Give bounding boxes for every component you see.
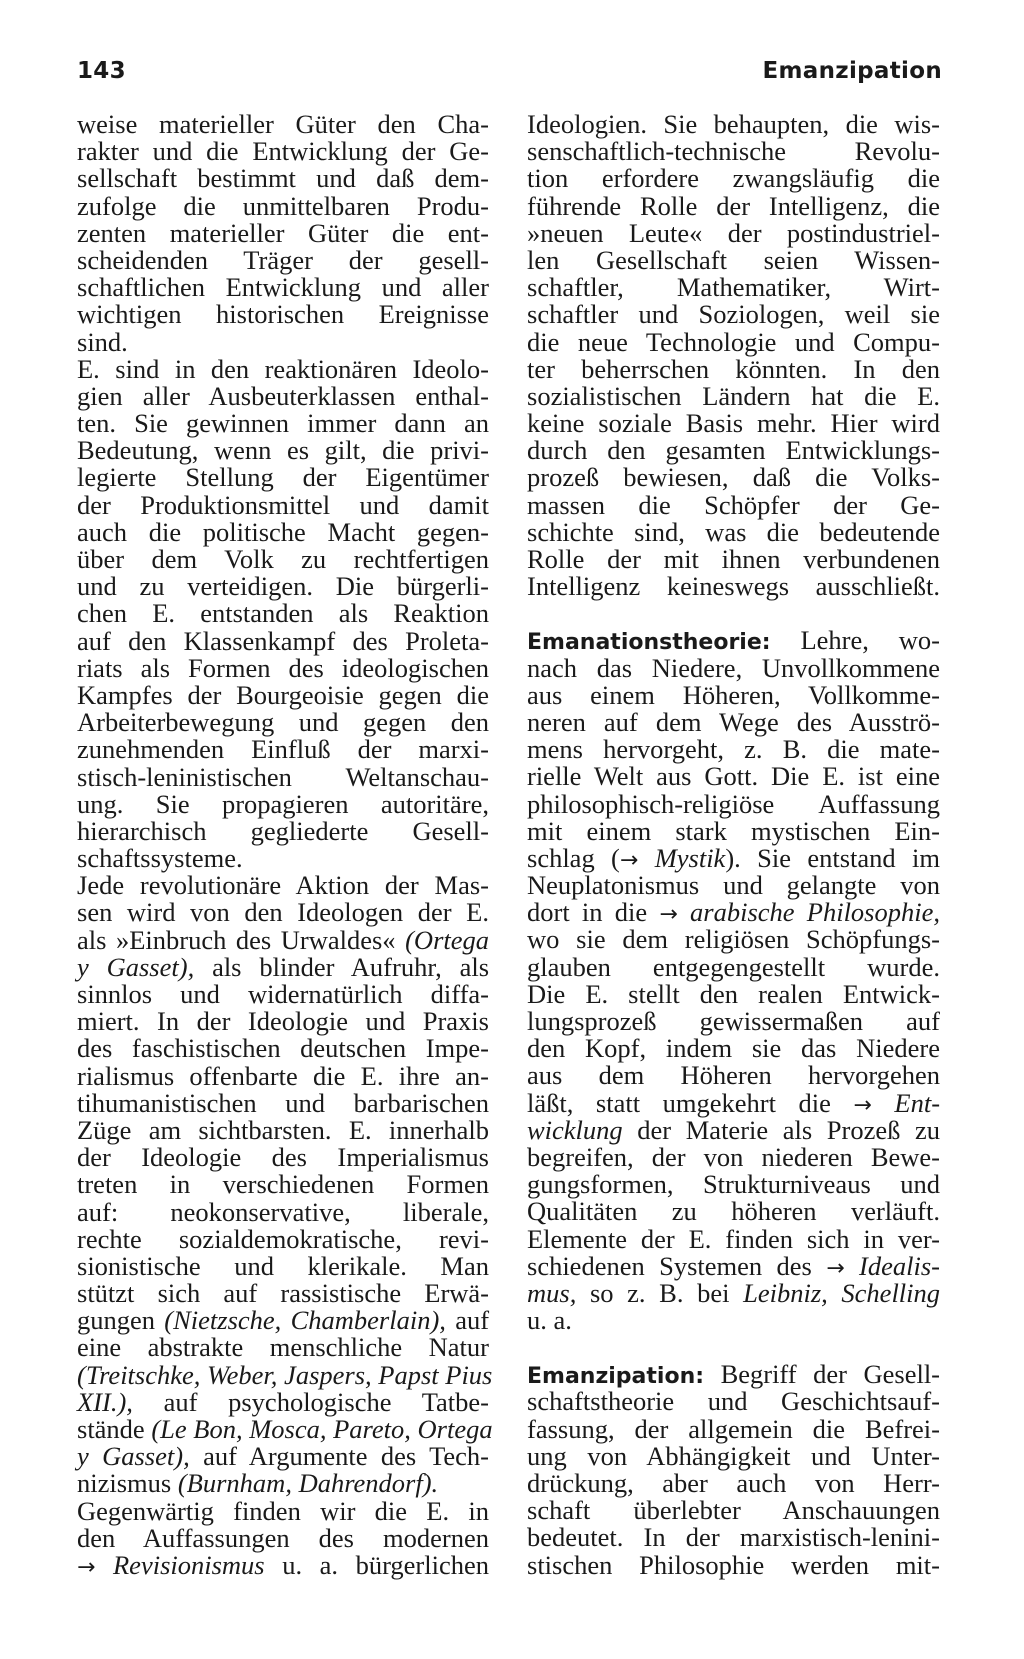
text-line: prozeß bewiesen, daß die Volks- [527,462,940,493]
text-line: stützt sich auf rassistische Erwä- [77,1278,489,1309]
text-line: E. sind in den reaktionären Ideolo- [77,353,489,384]
text-line: len Gesellschaft seien Wissen- [527,244,940,275]
text-line: schaftssysteme. [77,843,243,874]
text-line: bedeutet. In der marxistisch-lenini- [527,1522,940,1553]
text-line: schichte sind, was die bedeutende [527,516,940,547]
cross-reference: arabische Philosophie, [690,897,940,928]
text-line: lungsprozeß gewissermaßen auf [527,1006,940,1036]
text-line: Intelligenz keineswegs ausschließt. [527,571,940,602]
text-line: sen wird von den Ideologen der E. [77,897,489,928]
text-line: wo sie dem religiösen Schöpfungs- [527,924,940,955]
text-line: gungsformen, Strukturniveaus und [527,1169,940,1200]
text-line: legierte Stellung der Eigentümer [77,462,489,493]
text-line [77,1470,489,1497]
text-line: nach das Niedere, Unvollkommene [527,652,940,683]
text-line: rakter und die Entwicklung der Ge- [77,136,489,167]
text-line: schaftler, Mathematiker, Wirt- [527,272,940,303]
arrow-icon: → [853,1092,872,1118]
name-reference: XII.), [77,1386,133,1417]
text-line: riats als Formen des ideologischen [77,652,489,683]
text-line: Ideologien. Sie behaupten, die wis- [527,109,940,139]
text-line: rechte sozialdemokratische, revi- [77,1223,489,1254]
text-line: schaftstheorie und Geschichtsauf- [527,1386,940,1417]
text-line: aus dem Höheren hervorgehen [527,1060,940,1091]
text-line: neren auf dem Wege des Ausströ- [527,706,940,737]
text-line: mit einem stark mystischen Ein- [527,815,940,846]
text-line: führende Rolle der Intelligenz, die [527,190,940,221]
text-line: auch die politische Macht gegen- [77,516,489,547]
text-segment: auf Argumente des Tech- [203,1441,490,1472]
text-line: ung. Sie propagieren autoritäre, [77,788,489,819]
text-line [77,1443,489,1470]
text-line: rialismus offenbarte die E. ihre an- [77,1060,489,1091]
text-line: ter beherrschen könnten. In den [527,353,940,384]
text-line: »neuen Leute« der postindustriel- [527,217,940,248]
text-line: stischen Philosophie werden mit- [527,1549,940,1580]
arrow-icon: → [659,902,678,928]
text-line: zenten materieller Güter die ent- [77,217,489,248]
text-line: den Auffassungen des modernen [77,1522,489,1553]
text-segment: Begriff der Gesell- [720,1359,941,1390]
text-line: hierarchisch gegliederte Gesell- [77,815,489,846]
text-line: tion erfordere zwangsläufig die [527,163,940,194]
text-line: scheidenden Träger der gesell- [77,244,489,275]
text-line [77,1307,489,1334]
text-line: zufolge die unmittelbaren Produ- [77,190,489,221]
text-line: Gegenwärtig finden wir die E. in [77,1495,489,1526]
text-line: treten in verschiedenen Formen [77,1169,489,1200]
name-reference: (Treitschke, Weber, Jaspers, Papst Pius [77,1359,493,1390]
text-line: senschaftlich-technische Revolu- [527,136,940,167]
text-line: keine soziale Basis mehr. Hier wird [527,408,940,439]
text-line [77,951,490,982]
text-line: miert. In der Ideologie und Praxis [77,1006,489,1037]
text-line [527,1277,941,1308]
cross-reference: Idealis- [859,1250,940,1281]
entry-first-line [527,627,940,654]
running-title: Emanzipation [762,58,942,84]
text-line: Die E. stellt den realen Entwick- [527,978,940,1009]
text-line: schaft überlebter Anschauungen [527,1495,940,1526]
text-line: ten. Sie gewinnen immer dann an [77,408,489,439]
text-line: Neuplatonismus und gelangte von [527,870,940,901]
name-reference: (Nietzsche, Chamberlain), [164,1305,446,1336]
entry-separator [527,600,940,627]
text-segment: Lehre, wo- [800,625,940,656]
text-line: drückung, aber auch von Herr- [527,1468,940,1498]
cross-reference: Revisionismus [113,1549,265,1580]
cross-reference: Ent- [894,1087,941,1118]
text-line: Qualitäten zu höheren verläuft. [527,1196,940,1227]
text-line: auf den Klassenkampf des Proleta- [77,625,489,656]
text-line: rielle Welt aus Gott. Die E. ist eine [527,761,940,792]
cross-reference: mus, [527,1277,577,1308]
text-segment: nizismus [77,1468,172,1499]
text-line: die neue Technologie und Compu- [527,326,940,357]
text-segment: der Materie als Prozeß zu [637,1114,940,1145]
name-reference: y Gasset), [77,1441,190,1472]
text-line: auf: neokonservative, liberale, [77,1196,489,1227]
entry-first-line [527,1361,940,1388]
text-line: Elemente der E. finden sich in ver- [527,1223,940,1254]
text-segment: schiedenen Systemen des [527,1250,812,1281]
text-line: des faschistischen deutschen Impe- [77,1033,489,1064]
text-line: gien aller Ausbeuterklassen enthal- [77,380,489,411]
text-line: wichtigen historischen Ereignisse [77,299,489,330]
left-column [77,109,493,1580]
text-line [77,924,490,955]
text-line: chen E. entstanden als Reaktion [77,598,489,629]
text-line: glauben entgegengestellt wurde. [527,951,940,982]
arrow-icon: → [619,847,639,873]
text-segment: auf psychologische Tatbe- [163,1386,490,1417]
text-line: schaftlichen Entwicklung und aller [77,272,489,303]
text-segment: auf [455,1305,490,1336]
cross-reference: wicklung [527,1114,623,1145]
arrow-icon: → [77,1554,96,1580]
text-line: sinnlos und widernatürlich diffa- [77,979,489,1009]
entry-term: Emanationstheorie: [527,630,771,656]
text-line: der Ideologie des Imperialismus [77,1142,489,1173]
text-line: der Produktionsmittel und damit [77,489,489,520]
text-line: sind. [77,326,128,357]
text-line: durch den gesamten Entwicklungs- [527,435,940,466]
text-segment: gungen [77,1305,156,1336]
text-line: den Kopf, indem sie das Niedere [527,1033,940,1064]
text-segment: u. a. bürgerlichen [282,1549,489,1580]
text-line: tihumanistischen und barbarischen [77,1087,489,1118]
text-line [527,1087,941,1118]
name-reference: (Le Bon, Mosca, Pareto, Ortega [151,1414,493,1444]
text-line: sozialistischen Ländern hat die E. [527,380,940,411]
text-line [77,1386,490,1417]
entry-term: Emanzipation: [527,1364,705,1390]
text-line: eine abstrakte menschliche Natur [77,1332,489,1363]
text-line: weise materieller Güter den Cha- [77,109,489,139]
text-line: stisch-leninistischen Weltanschau- [77,761,489,792]
text-line: Kampfes der Bourgeoisie gegen die [77,679,489,710]
name-reference: (Burnham, Dahrendorf). [177,1468,439,1499]
arrow-icon: → [826,1255,845,1281]
text-segment: dort in die [527,897,648,928]
text-line: Bedeutung, wenn es gilt, die privi- [77,435,489,466]
text-line [527,1114,940,1145]
text-line: massen die Schöpfer der Ge- [527,489,940,520]
name-reference: y Gasset), [77,951,195,982]
text-line: zunehmenden Einfluß der marxi- [77,734,489,765]
text-line: sionistische und klerikale. Man [77,1250,489,1281]
name-reference: (Ortega [405,924,490,955]
text-line: über dem Volk zu rechtfertigen [77,544,489,574]
text-line: sellschaft bestimmt und daß dem- [77,163,489,194]
text-line: philosophisch-religiöse Auffassung [527,788,940,819]
text-line: fassung, der allgemein die Befrei- [527,1413,940,1444]
text-segment: so z. B. bei [589,1277,730,1308]
text-segment: als blinder Aufruhr, als [212,951,490,982]
text-line: Züge am sichtbarsten. E. innerhalb [77,1114,489,1145]
text-segment: ). Sie entstand im [725,842,940,873]
right-column [527,111,940,1579]
text-segment: als »Einbruch des Urwaldes« [77,924,396,955]
name-reference: Leibniz, Schelling [743,1277,941,1308]
text-line: und zu verteidigen. Die bürgerli- [77,571,489,602]
text-line: u. a. [527,1305,572,1336]
page-number: 143 [77,58,126,84]
text-line [527,1250,940,1281]
text-line: ung von Abhängigkeit und Unter- [527,1440,940,1471]
text-line: mens hervorgeht, z. B. die mate- [527,734,940,765]
text-line [77,1549,489,1580]
text-segment: läßt, statt umgekehrt die [527,1087,831,1118]
text-line: aus einem Höheren, Vollkomme- [527,679,940,710]
entry-separator [527,1334,940,1361]
text-line [527,899,940,926]
text-line: schaftler und Soziologen, weil sie [527,299,940,330]
text-line: Rolle der mit ihnen verbundenen [527,544,940,574]
text-line [527,842,940,873]
text-line: begreifen, der von niederen Bewe- [527,1141,940,1172]
cross-reference: Mystik [654,842,726,873]
text-line: Jede revolutionäre Aktion der Mas- [77,870,489,901]
text-segment: stände [77,1414,145,1444]
text-line [77,1414,493,1444]
text-line [77,1359,493,1390]
text-line: Arbeiterbewegung und gegen den [77,707,489,738]
text-segment: schlag ( [527,842,620,873]
